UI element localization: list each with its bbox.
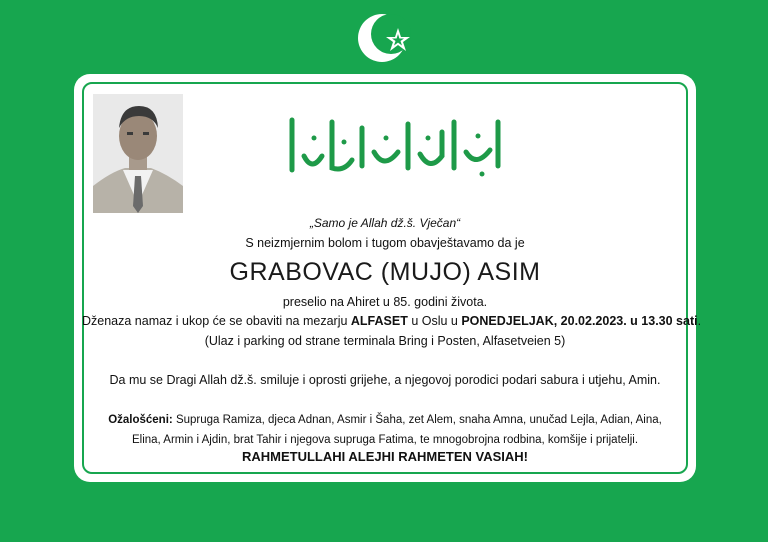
quote: „Samo je Allah dž.š. Vječan“	[309, 216, 461, 230]
intro-text: S neizmjernim bolom i tugom obavještavamo da je	[245, 236, 525, 250]
prayer-text: Da mu se Dragi Allah dž.š. smiluje i oprosti grijehe, a njegovoj porodici podari sabura i utjehu, Amin.	[109, 373, 661, 387]
deceased-portrait-photo	[93, 94, 183, 213]
crescent-star-icon	[352, 8, 416, 68]
closing-prayer: RAHMETULLAHI ALEJHI RAHMETEN VASIAH!	[242, 449, 528, 464]
passing-text: preselio na Ahiret u 85. godini života.	[282, 295, 488, 309]
cemetery-name: ALFASET	[350, 314, 408, 328]
funeral-details: Dženaza namaz i ukop će se obaviti na mezarju ALFASET u Oslu u PONEDJELJAK, 20.02.2023. u 13.30 sati.	[82, 314, 702, 328]
parking-note: (Ulaz i parking od strane terminala Bring i Posten, Alfasetveien 5)	[204, 334, 566, 348]
mourners-list: Ožalošćeni: Supruga Ramiza, djeca Adnan, Asmir i Šaha, zet Alem, snaha Amna, unučad Lejla, Adian, Aina, Elina, Armin i Ajdin, brat Tahir i njegova supruga Fatima, te mnogobrojna rodbina, komšije i prijatelji.	[108, 414, 662, 446]
funeral-date: PONEDJELJAK, 20.02.2023. u 13.30 sati	[461, 314, 698, 328]
arabic-calligraphy-image	[278, 108, 510, 184]
mourners-label: Ožalošćeni:	[108, 414, 173, 426]
deceased-name: GRABOVAC (MUJO) ASIM	[229, 258, 541, 286]
